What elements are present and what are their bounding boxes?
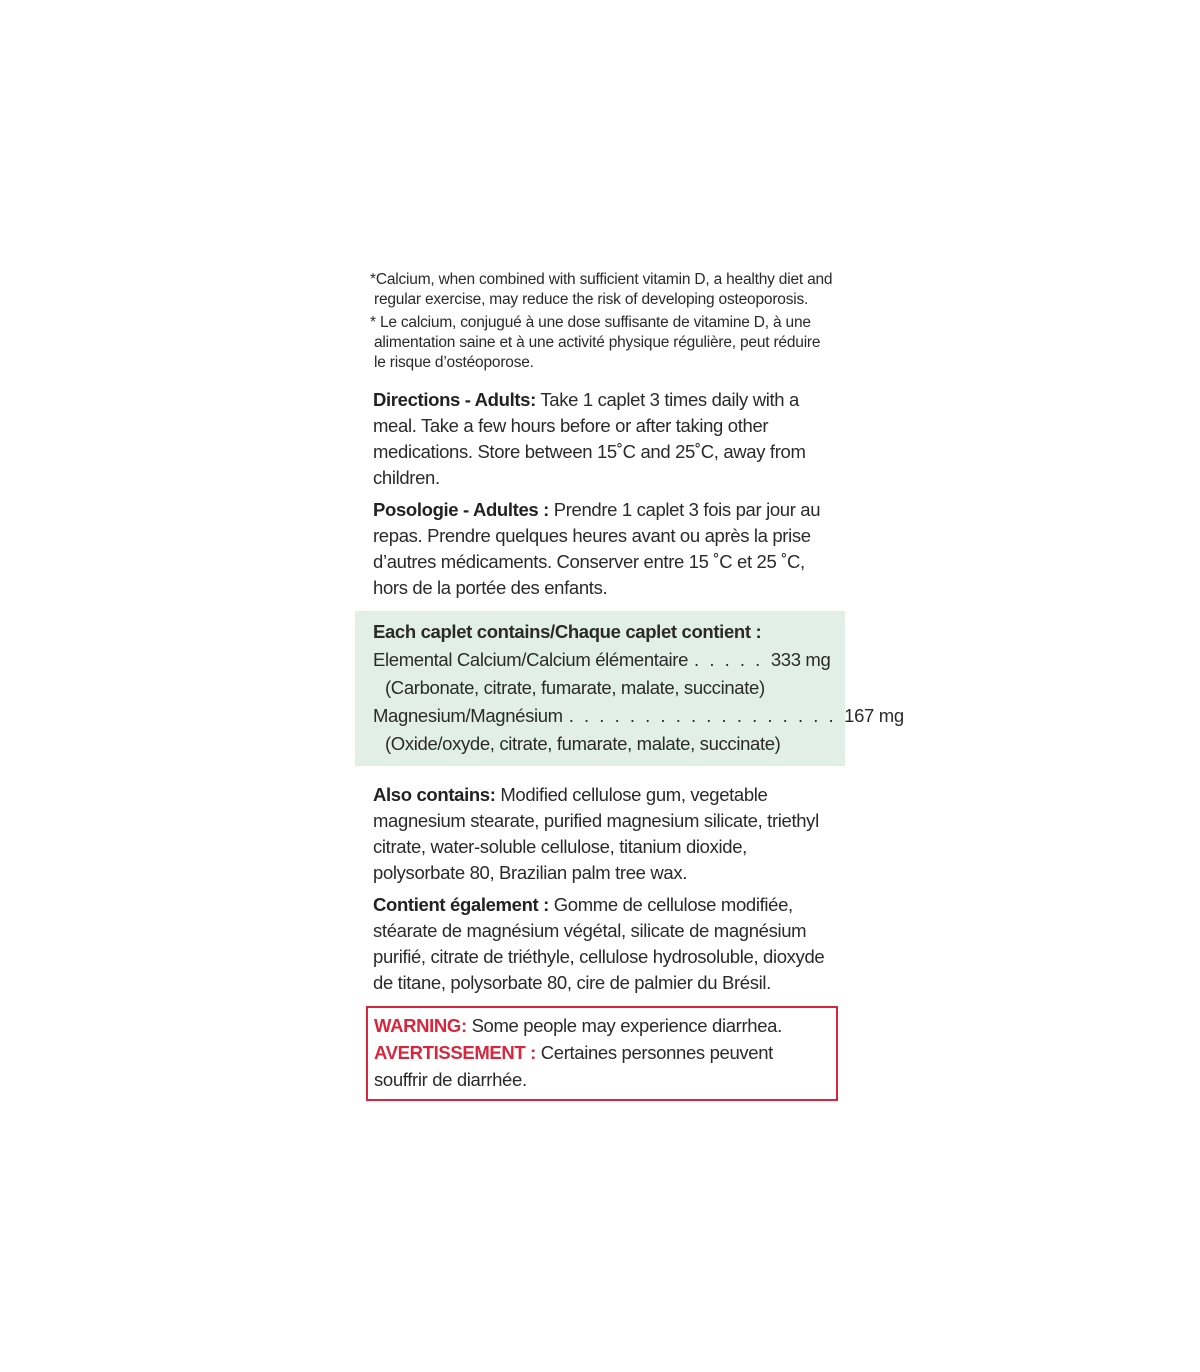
directions-en-label: Directions - Adults:: [373, 389, 536, 410]
warning-fr-label: AVERTISSEMENT :: [374, 1042, 536, 1063]
ingredient-source: (Carbonate, citrate, fumarate, malate, succinate): [385, 677, 765, 698]
directions-fr-label: Posologie - Adultes :: [373, 499, 549, 520]
warning-en-label: WARNING:: [374, 1015, 467, 1036]
ingredients-heading: Each caplet contains/Chaque caplet contient :: [373, 621, 762, 642]
also-contains-fr-label: Contient également :: [373, 894, 549, 915]
warning-en-text: Some people may experience diarrhea.: [466, 1015, 782, 1036]
supplement-label: [355, 270, 904, 1101]
ingredient-row: [373, 646, 831, 674]
leader-dots: . . . . . . . . . . . . . . . . . .: [568, 705, 837, 726]
health-claim-en: *Calcium, when combined with sufficient vitamin D, a healthy diet and regular exercise, may reduce the risk of developing osteoporosis.: [370, 271, 833, 308]
warning-fr: [374, 1039, 826, 1093]
also-contains-fr: [373, 892, 833, 996]
directions-en-text: Take 1 caplet 3 times daily with a meal. Take a few hours before or after taking other medications. Store between 15˚C and 25˚C, away from children.: [373, 389, 806, 488]
health-claim-fr: * Le calcium, conjugué à une dose suffisante de vitamine D, à une alimentation saine et à une activité physique régulière, peut réduire le risque d’ostéoporose.: [370, 314, 821, 371]
ingredients-box: [355, 611, 904, 766]
ingredient-amount: 333 mg: [770, 649, 831, 670]
also-contains-fr-text: Gomme de cellulose modifiée, stéarate de magnésium végétal, silicate de magnésium purifié, citrate de triéthyle, cellulose hydrosoluble, dioxyde de titane, polysorbate 80, cire de palmier du Brésil.: [373, 894, 825, 993]
also-contains-en: [373, 782, 833, 886]
warning-box: [366, 1006, 838, 1101]
leader-dots: . . . . .: [694, 649, 763, 670]
warning-fr-text: Certaines personnes peuvent souffrir de diarrhée.: [374, 1042, 773, 1090]
also-contains-en-label: Also contains:: [373, 784, 496, 805]
also-contains-en-text: Modified cellulose gum, vegetable magnesium stearate, purified magnesium silicate, triethyl citrate, water-soluble cellulose, titanium dioxide, polysorbate 80, Brazilian palm tree wax.: [373, 784, 819, 883]
ingredient-source: (Oxide/oxyde, citrate, fumarate, malate, succinate): [385, 733, 781, 754]
directions-en: [373, 387, 833, 491]
ingredient-amount: 167 mg: [844, 705, 904, 726]
ingredient-row: [373, 702, 904, 730]
directions-fr: [373, 497, 833, 601]
directions-fr-text: Prendre 1 caplet 3 fois par jour au repas. Prendre quelques heures avant ou après la prise d’autres médicaments. Conserver entre 15 ˚C et 25 ˚C, hors de la portée des enfants.: [373, 499, 821, 598]
warning-en: [374, 1012, 826, 1039]
ingredient-name: Magnesium/Magnésium: [373, 705, 563, 726]
ingredient-name: Elemental Calcium/Calcium élémentaire: [373, 649, 689, 670]
